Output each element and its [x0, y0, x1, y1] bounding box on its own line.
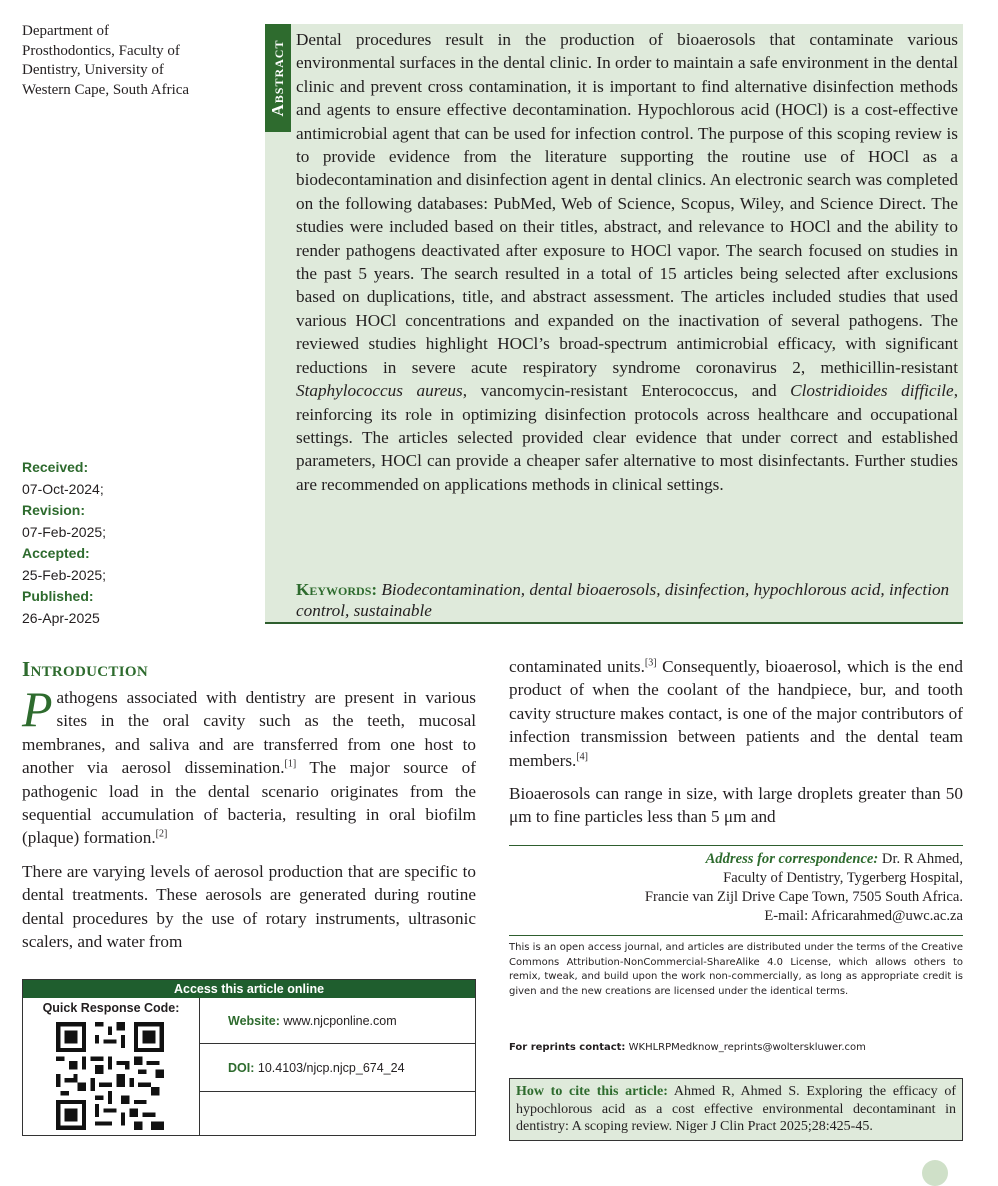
- reprints-contact: [509, 1042, 963, 1053]
- reprints-label: For reprints contact:: [509, 1042, 626, 1053]
- doi-link[interactable]: 10.4103/njcp.njcp_674_24: [257, 1061, 405, 1075]
- reference-link[interactable]: [4]: [576, 750, 588, 762]
- introduction-heading: Introduction: [22, 657, 148, 681]
- intro-paragraph: There are varying levels of aerosol production that are specific to dental treatments. These aerosols are generated during routine dental procedures by the use of rotary instruments, ultrasonic scalers, and water from: [22, 861, 476, 952]
- intro-text: contaminated units.: [509, 657, 645, 676]
- access-box: [22, 979, 476, 1136]
- keywords: [296, 579, 958, 621]
- qr-cell: [23, 998, 200, 1136]
- keywords-value: Biodecontamination, dental bioaerosols, disinfection, hypochlorous acid, infection control, sustainable: [296, 580, 950, 620]
- intro-paragraph: [22, 681, 476, 850]
- doi-label: DOI:: [228, 1061, 255, 1075]
- abstract-italic: Clostridioides difficile: [790, 381, 954, 401]
- correspondence-line: Faculty of Dentistry, Tygerberg Hospital,: [723, 870, 963, 886]
- decorative-circle: [922, 1160, 948, 1186]
- correspondence-name: Dr. R Ahmed,: [881, 851, 963, 867]
- qr-code-icon[interactable]: [55, 1022, 165, 1130]
- license-text: This is an open access journal, and articles are distributed under the terms of the Creative Commons Attribution-NonCommercial-ShareAlike 4.0 License, which allows others to remix, tweak, and build upon the work non-commercially, as long as appropriate credit is given and the new creations are licensed under the identical terms.: [509, 935, 963, 999]
- reference-link[interactable]: [1]: [284, 758, 297, 770]
- cite-text: Ahmed R, Ahmed S. Exploring the efficacy of hypochlorous acid as a cost effective environmental decontaminant in dentistry: A scoping review. Niger J Clin Pract 2025;28:425-45.: [516, 1084, 956, 1134]
- affiliation: [22, 22, 232, 100]
- published-date: 26-Apr-2025: [22, 609, 100, 626]
- reference-link[interactable]: [3]: [644, 657, 657, 669]
- abstract-tab: [265, 24, 291, 132]
- affiliation-line: Dentistry, University of: [22, 62, 164, 78]
- doi-row: [200, 1044, 476, 1092]
- correspondence: [509, 845, 963, 926]
- cite-label: How to cite this article:: [516, 1084, 668, 1099]
- correspondence-label: Address for correspondence:: [705, 851, 879, 867]
- received-label: Received:: [22, 459, 89, 475]
- access-header: Access this article online: [23, 980, 475, 998]
- abstract-italic: Staphylococcus aureus: [296, 381, 463, 401]
- correspondence-line: Francie van Zijl Drive Cape Town, 7505 South Africa.: [644, 889, 963, 905]
- keywords-label: Keywords:: [296, 580, 378, 599]
- abstract-part: Dental procedures result in the production of bioaerosols that contaminate various environmental surfaces in the dental clinic. In order to maintain a safe environment in the dental clinic and prevent cross contamination, it is important to find alternative disinfection methods and agents to ensure effective decontamination. Hypochlorous acid (HOCl) is a cost-effective antimicrobial agent that can be used for infection control. The purpose of this scoping review is to provide evidence from the literature supporting the routine use of HOCl as a biodecontamination and disinfection agent in dental clinics. An electronic search was completed on the following databases: PubMed, Web of Science, Scopus, Wiley, and Science Direct. The studies were included based on their titles, abstract, and relevance to HOCl and the ability to render pathogens deactivated after exposure to HOCl vapor. The search focused on studies in the past 5 years. The search resulted in a total of 15 articles being selected after exclusions based on duplications, title, and abstract assessment. The articles included studies that used various HOCl concentrations and expanded on the inactivation of several pathogens. The reviewed studies highlight HOCl’s broad-spectrum antimicrobial efficacy, with significant reductions in severe acute respiratory syndrome coronavirus 2, methicillin-resistant: [296, 30, 958, 377]
- intro-paragraph: Bioaerosols can range in size, with large droplets greater than 50 μm to fine particles less than 5 μm and: [509, 784, 963, 827]
- abstract-tab-label: Abstract: [268, 39, 287, 117]
- intro-text: The major source of pathogenic load in the dental scenario originates from the sequential accumulation of bacteria, resulting in oral biofilm (plaque) formation.: [22, 758, 476, 848]
- affiliation-line: Department of: [22, 23, 110, 39]
- revision-label: Revision:: [22, 502, 86, 518]
- intro-paragraph: [509, 655, 963, 772]
- accepted-label: Accepted:: [22, 545, 90, 561]
- website-row: [200, 998, 476, 1044]
- published-label: Published:: [22, 588, 94, 604]
- qr-label: Quick Response Code:: [42, 1001, 180, 1015]
- cite-box: [509, 1078, 963, 1141]
- right-column: [509, 655, 963, 839]
- revision-date: 07-Feb-2025;: [22, 523, 107, 540]
- abstract-box: [265, 24, 963, 624]
- affiliation-line: Western Cape, South Africa: [22, 81, 190, 98]
- abstract-part: , reinforcing its role in optimizing disinfection protocols across healthcare and occupational settings. The articles selected provided clear evidence that under correct and established parameters, HOCl can provide a cheaper safer alternative to most disinfectants. Further studies are recommended on applications methods in clinical settings.: [296, 381, 958, 494]
- intro-text: Consequently, bioaerosol, which is the end product of when the coolant of the handpiece, bur, and tooth cavity structure makes contact, is one of the major contributors of infection transmission between patients and the dental team members.: [509, 657, 963, 770]
- dropcap: P: [22, 681, 53, 737]
- article-dates: [22, 457, 162, 629]
- abstract-text: [296, 28, 958, 496]
- left-column: [22, 681, 476, 963]
- received-date: 07-Oct-2024;: [22, 480, 104, 497]
- reprints-email[interactable]: WKHLRPMedknow_reprints@wolterskluwer.com: [628, 1042, 866, 1053]
- reference-link[interactable]: [2]: [155, 828, 168, 840]
- website-label: Website:: [228, 1014, 280, 1028]
- accepted-date: 25-Feb-2025;: [22, 566, 107, 583]
- empty-row: [200, 1092, 476, 1136]
- affiliation-line: Prosthodontics, Faculty of: [22, 42, 180, 59]
- correspondence-email[interactable]: E-mail: Africarahmed@uwc.ac.za: [764, 908, 963, 924]
- abstract-part: , vancomycin-resistant Enterococcus, and: [462, 381, 791, 401]
- website-link[interactable]: www.njcponline.com: [283, 1014, 397, 1028]
- intro-text: athogens associated with dentistry are present in various sites in the oral cavity such as the teeth, mucosal membranes, and saliva and are transferred from one host to another via aerosol dissemination.: [22, 688, 476, 778]
